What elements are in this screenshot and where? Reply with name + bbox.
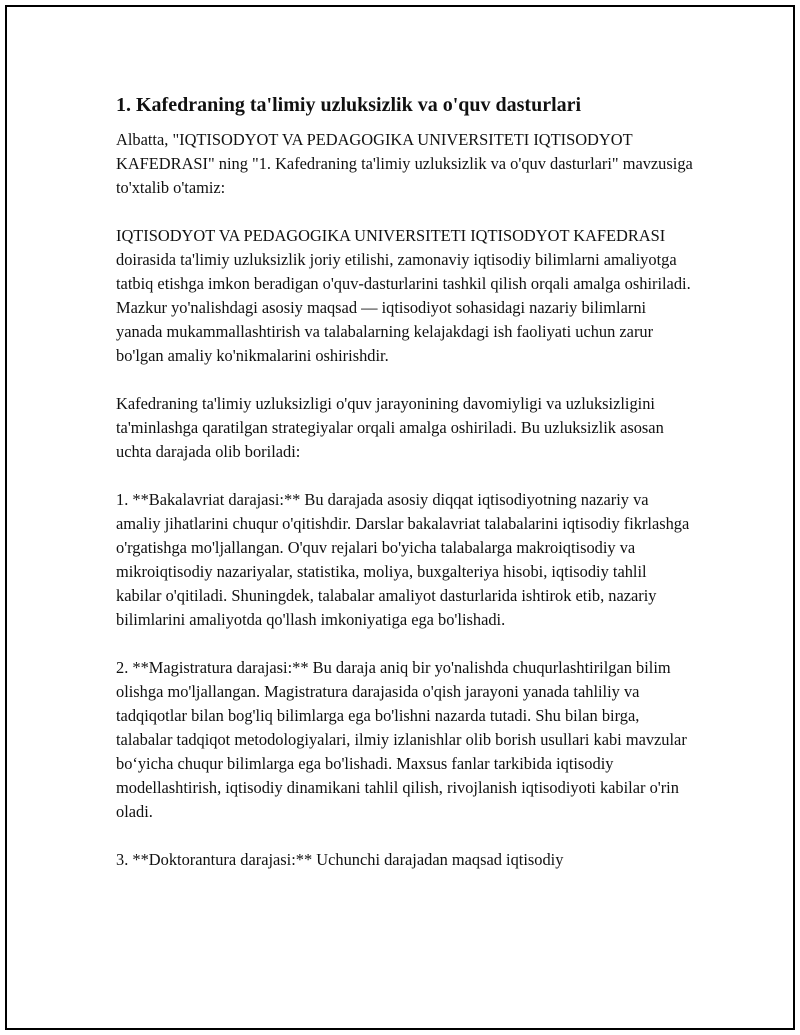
document-body xyxy=(116,92,696,872)
document-title: 1. Kafedraning ta'limiy uzluksizlik va o'quv dasturlari xyxy=(116,94,582,116)
continuity-paragraph: Kafedraning ta'limiy uzluksizligi o'quv jarayonining davomiyligi va uzluksizligini ta'minlashga qaratilgan strategiyalar orqali amalga oshiriladi. Bu uzluksizlik asosan uchta darajada olib boriladi: xyxy=(116,394,664,461)
master-paragraph: 2. **Magistratura darajasi:** Bu daraja aniq bir yo'nalishda chuqurlashtirilgan bilim olishga mo'ljallangan. Magistratura darajasida o'qish jarayoni yanada tahliliy va tadqiqotlar bilan bog'liq bilimlarga ega bo'lishni nazarda tutadi. Shu bilan birga, talabalar tadqiqot metodologiyalari, ilmiy izlanishlar olib borish usullari kabi mavzular bo‘yicha chuqur bilimlarga ega bo'lishadi. Maxsus fanlar tarkibida iqtisodiy modellashtirish, iqtisodiy dinamikani tahlil qilish, rivojlanish iqtisodiyoti kabilar o'rin oladi. xyxy=(116,658,687,821)
department-paragraph: IQTISODYOT VA PEDAGOGIKA UNIVERSITETI IQTISODYOT KAFEDRASI doirasida ta'limiy uzluksizlik joriy etilishi, zamonaviy iqtisodiy bilimlarni amaliyotga tatbiq etishga imkon beradigan o'quv-dasturlarini tashkil qilish orqali amalga oshiriladi. Mazkur yo'nalishdagi asosiy maqsad — iqtisodiyot sohasidagi nazariy bilimlarni yanada mukammallashtirish va talabalarning kelajakdagi ish faoliyati uchun zarur bo'lgan amaliy ko'nikmalarini oshirishdir. xyxy=(116,226,691,365)
bachelor-paragraph: 1. **Bakalavriat darajasi:** Bu darajada asosiy diqqat iqtisodiyotning nazariy va amaliy jihatlarini chuqur o'qitishdir. Darslar bakalavriat talabalarini iqtisodiy fikrlashga o'rgatishga mo'ljallangan. O'quv rejalari bo'yicha talabalarga makroiqtisodiy va mikroiqtisodiy nazariyalar, statistika, moliya, buxgalteriya hisobi, iqtisodiy tahlil kabilar o'qitiladi. Shuningdek, talabalar amaliyot dasturlarida ishtirok etib, nazariy bilimlarini amaliyotda qo'llash imkoniyatiga ega bo'lishadi. xyxy=(116,490,690,629)
intro-paragraph: Albatta, "IQTISODYOT VA PEDAGOGIKA UNIVERSITETI IQTISODYOT KAFEDRASI" ning "1. Kafedraning ta'limiy uzluksizlik va o'quv dasturlari" mavzusiga to'xtalib o'tamiz: xyxy=(116,130,693,197)
doctorate-paragraph: 3. **Doktorantura darajasi:** Uchunchi darajadan maqsad iqtisodiy xyxy=(116,850,564,869)
